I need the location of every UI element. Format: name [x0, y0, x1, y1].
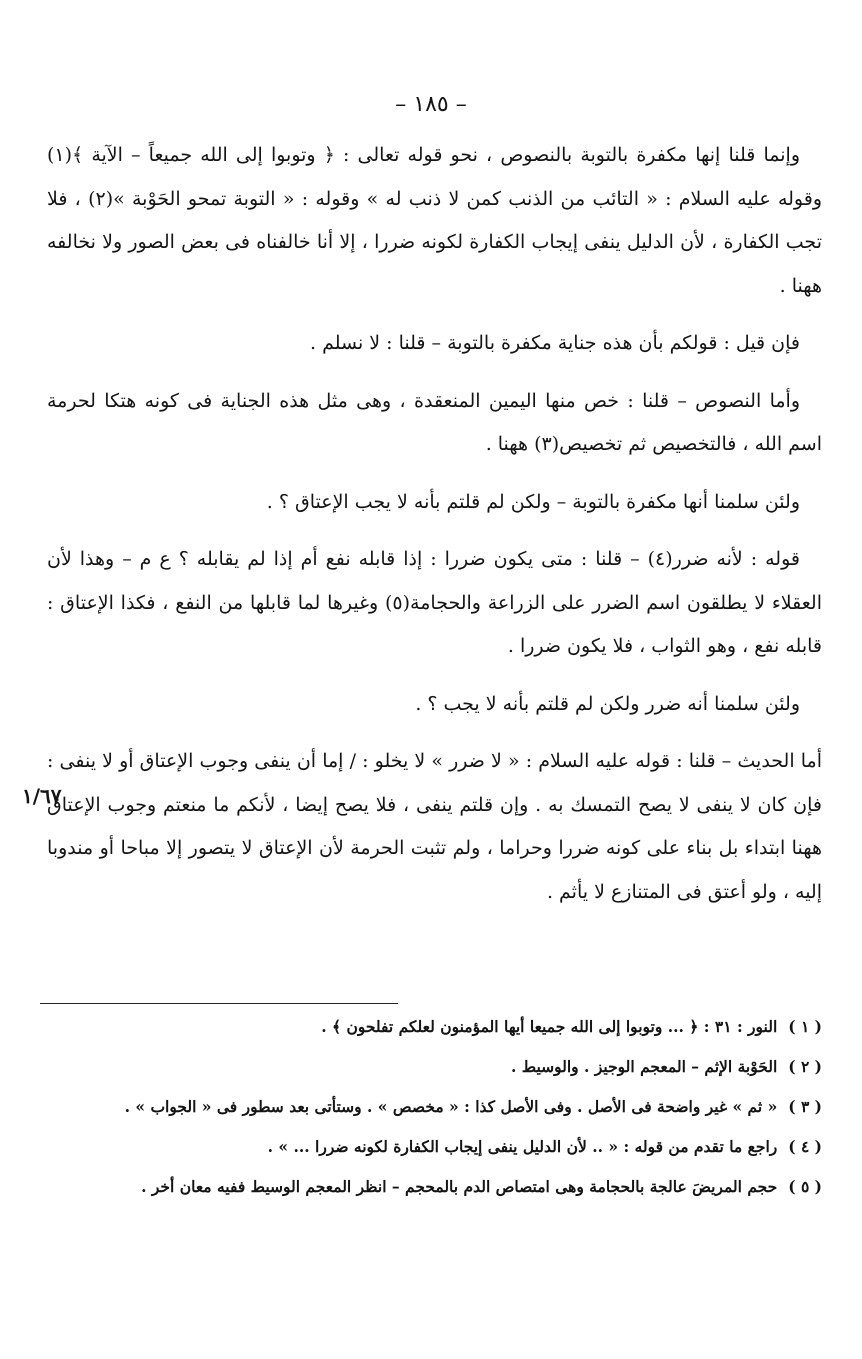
footnote-number: ( ٥ ): [788, 1177, 822, 1196]
paragraph-3: وأما النصوص – قلنا : خص منها اليمين المنعقدة ، وهى مثل هذه الجناية فى كونه هتكا لحرمة اسم الله ، فالتخصيص ثم تخصيص(٣) ههنا .: [47, 389, 822, 455]
footnote-5: [42, 1170, 822, 1204]
margin-note: ١/٦٧: [22, 784, 62, 808]
footnote-text: راجع ما تقدم من قوله : « .. لأن الدليل ينفى إيجاب الكفارة لكونه ضررا ... » .: [267, 1137, 778, 1156]
footnotes: [42, 1010, 822, 1210]
footnote-text: حجم المريضَ عالجة بالحجامة وهى امتصاص الدم بالمحجم – انظر المعجم الوسيط ففيه معان أخر .: [141, 1177, 778, 1196]
footnote-1: [42, 1010, 822, 1044]
footnote-text: الحَوْبة الإثم – المعجم الوجيز . والوسيط .: [510, 1057, 778, 1076]
footnote-divider: [40, 1003, 398, 1004]
footnote-number: ( ٤ ): [788, 1137, 822, 1156]
footnote-3: [42, 1090, 822, 1124]
paragraph-1: وإنما قلنا إنها مكفرة بالتوبة بالنصوص ، نحو قوله تعالى : ﴿ وتوبوا إلى الله جميعاً – الآية ﴾(١) وقوله عليه السلام : « التائب من الذنب كمن لا ذنب له » وقوله : « التوبة تمحو الحَوْبة »(٢) ، فلا تجب الكفارة ، لأن الدليل ينفى إيجاب الكفارة لكونه ضررا ، إلا أنا خالفناه فى بعض الصور ولا نخالفه ههنا .: [47, 144, 822, 297]
footnote-text: النور : ٣١ : ﴿ ... وتوبوا إلى الله جميعا أيها المؤمنون لعلكم تفلحون ﴾ .: [321, 1017, 778, 1036]
main-text: [47, 134, 822, 914]
footnote-text: « ثم » غير واضحة فى الأصل . وفى الأصل كذا : « مخصص » . وستأتى بعد سطور فى « الجواب » .: [124, 1097, 778, 1116]
paragraph-5: قوله : لأنه ضرر(٤) – قلنا : متى يكون ضررا : إذا قابله نفع أم إذا لم يقابله ؟ ع م – وهذا لأن العقلاء لا يطلقون اسم الضرر على الزراعة والحجامة(٥) وغيرها لما قابلها من النفع ، فكذا الإعتاق : قابله نفع ، وهو الثواب ، فلا يكون ضررا .: [47, 548, 822, 657]
footnote-2: [42, 1050, 822, 1084]
footnote-number: ( ٣ ): [788, 1097, 822, 1116]
paragraph-6: ولئن سلمنا أنه ضرر ولكن لم قلتم بأنه لا يجب ؟ .: [415, 692, 800, 715]
paragraph-4: ولئن سلمنا أنها مكفرة بالتوبة – ولكن لم قلتم بأنه لا يجب الإعتاق ؟ .: [266, 490, 800, 513]
footnote-number: ( ١ ): [788, 1017, 822, 1036]
paragraph-7: أما الحديث – قلنا : قوله عليه السلام : « لا ضرر » لا يخلو : / إما أن ينفى وجوب الإعتاق أو لا ينفى : فإن كان لا ينفى لا يصح التمسك به . وإن قلتم ينفى ، فلا يصح إيضا ، لأنكم ما منعتم وجوب الإعتاق ههنا ابتداء بل بناء على كونه ضررا وحراما ، ولم تثبت الحرمة لأن الإعتاق لا يتصور إلا مباحا أو مندوبا إليه ، ولو أعتق فى المتنازع لا يأثم .: [47, 750, 822, 903]
paragraph-2: فإن قيل : قولكم بأن هذه جناية مكفرة بالتوبة – قلنا : لا نسلم .: [310, 332, 800, 354]
footnote-4: [42, 1130, 822, 1164]
footnote-number: ( ٢ ): [788, 1057, 822, 1076]
page-number: – ١٨٥ –: [395, 92, 467, 117]
